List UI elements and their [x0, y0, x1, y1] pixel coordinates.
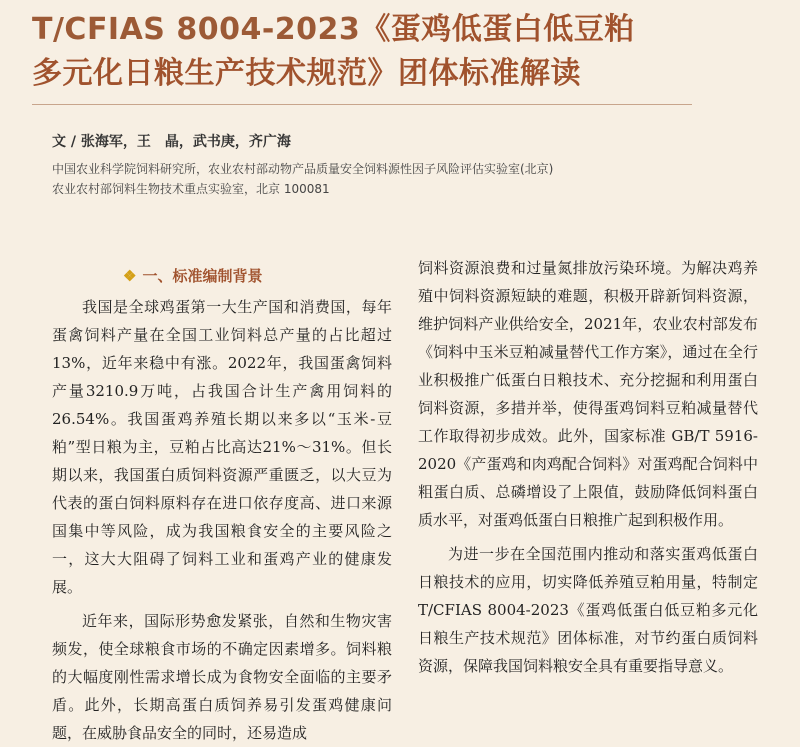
section-heading	[123, 265, 262, 286]
section-marker-icon: ❖	[123, 267, 137, 285]
title-divider	[32, 104, 692, 105]
paragraph-3: 饲料资源浪费和过量氮排放污染环境。为解决鸡养殖中饲料资源短缺的难题，积极开辟新饲料资源，维护饲料产业供给安全，2021年，农业农村部发布《饲料中玉米豆粕减量替代工作方案》，通过在全行业积极推广低蛋白日粮技术、充分挖掘和利用蛋白饲料资源，多措并举，使得蛋鸡饲料豆粕减量替代工作取得初步成效。此外，国家标准 GB/T 5916-2020《产蛋鸡和肉鸡配合饲料》对蛋鸡配合饲料中粗蛋白质、总磷增设了上限值，鼓励降低饲料蛋白质水平，对蛋鸡低蛋白日粮推广起到积极作用。	[418, 259, 758, 529]
section-heading-text: 一、标准编制背景	[142, 267, 263, 285]
right-column	[418, 254, 758, 680]
title-line-1	[32, 8, 732, 52]
title-line-2: 多元化日粮生产技术规范》团体标准解读	[32, 56, 581, 91]
affiliation-2: 农业农村部饲料生物技术重点实验室，北京 100081	[52, 182, 330, 196]
byline: 文 / 张海军，王 晶，武书庚，齐广海	[52, 134, 291, 150]
article-title	[32, 8, 732, 96]
paragraph-1: 我国是全球鸡蛋第一大生产国和消费国，每年蛋禽饲料产量在全国工业饲料总产量的占比超过13%，近年来稳中有涨。2022年，我国蛋禽饲料产量3210.9万吨，占我国合计生产禽用饲料的26.54%。我国蛋鸡养殖长期以来多以“玉米-豆粕”型日粮为主，豆粕占比高达21%～31%。但长期以来，我国蛋白质饲料资源严重匮乏，以大豆为代表的蛋白饲料原料存在进口依存度高、进口来源国集中等风险，成为我国粮食安全的主要风险之一，这大大阻碍了饲料工业和蛋鸡产业的健康发展。	[52, 298, 392, 596]
affiliation-1: 中国农业科学院饲料研究所，农业农村部动物产品质量安全饲料源性因子风险评估实验室(北京)	[52, 162, 554, 176]
title-line-1-text: 《蛋鸡低蛋白低豆粕	[360, 12, 635, 47]
paragraph-4: 为进一步在全国范围内推动和落实蛋鸡低蛋白日粮技术的应用，切实降低养殖豆粕用量，特制定 T/CFIAS 8004-2023《蛋鸡低蛋白低豆粕多元化日粮生产技术规范》团体标准，对节约蛋白质饲料资源，保障我国饲料粮安全具有重要指导意义。	[418, 545, 758, 675]
paragraph-2: 近年来，国际形势愈发紧张，自然和生物灾害频发，使全球粮食市场的不确定因素增多。饲料粮的大幅度刚性需求增长成为食物安全面临的主要矛盾。此外，长期高蛋白质饲养易引发蛋鸡健康问题，在威胁食品安全的同时，还易造成	[52, 612, 392, 742]
standard-code: T/CFIAS 8004-2023	[32, 12, 361, 47]
left-column	[52, 293, 392, 747]
